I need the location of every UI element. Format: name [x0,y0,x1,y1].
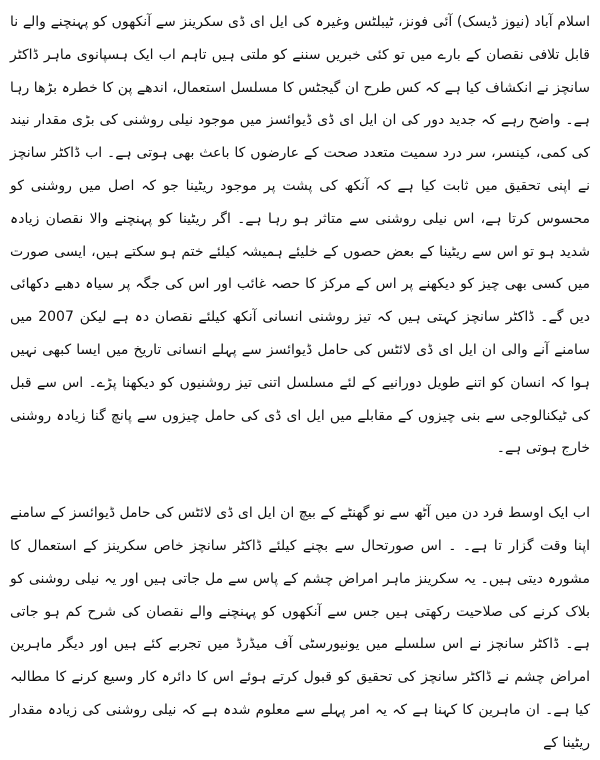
article-paragraph-2: اب ایک اوسط فرد دن میں آٹھ سے نو گھنٹے کے بیچ ان ایل ای ڈی لائٹس کی حامل ڈیوائسز کے سامنے اپنا وقت گزار تا ہے۔ ۔ اس صورتحال سے بچنے کیلئے ڈاکٹر سانچز خاص سکرینز کے استعمال کا مشورہ دیتی ہیں۔ یہ سکرینز ماہر امراض چشم کے پاس سے مل جاتی ہیں اور یہ نیلی روشنی کو بلاک کرنے کی صلاحیت رکھتی ہیں جس سے آنکھوں کو پہنچنے والے نقصان کی شرح کم ہو جاتی ہے۔ ڈاکٹر سانچز نے اس سلسلے میں یونیورسٹی آف میڈرڈ میں تجربے کئے ہیں اور دیگر ماہرین امراض چشم نے ڈاکٹر سانچز کی تحقیق کو قبول کرتے ہوئے اس کا دائرہ کار وسیع کرنے کا مطالبہ کیا ہے۔ ان ماہرین کا کہنا ہے کہ یہ امر پہلے سے معلوم شدہ ہے کہ نیلی روشنی کی زیادہ مقدار ریٹینا کے [10,505,590,751]
article-paragraph-1: اسلام آباد (نیوز ڈیسک) آئی فونز، ٹیبلٹس وغیرہ کی ایل ای ڈی سکرینز سے آنکھوں کو پہنچنے والے نا قابل تلافی نقصان کے بارے میں تو کئی خبریں سننے کو ملتی ہیں تاہم اب ایک ہسپانوی ماہر ڈاکٹر سانچز نے انکشاف کیا ہے کہ کس طرح ان گیجٹس کا مسلسل استعمال، اندھے پن کا خطرہ بڑھا رہا ہے۔ واضح رہے کہ جدید دور کی ان ایل ای ڈی ڈیوائسز میں موجود نیلی روشنی کی بڑی مقدار نیند کی کمی، کینسر، سر درد سمیت متعدد صحت کے عارضوں کا باعث بھی ہوتی ہے۔ اب ڈاکٹر سانچز نے اپنی تحقیق میں ثابت کیا ہے کہ آنکھ کی پشت پر موجود ریٹینا جو کہ اصل میں روشنی کو محسوس کرتا ہے، اس نیلی روشنی سے متاثر ہو رہا ہے۔ اگر ریٹینا کو پہنچنے والا نقصان زیادہ شدید ہو تو اس سے ریٹینا کے بعض حصوں کے خلیئے ہمیشہ کیلئے ختم ہو سکتے ہیں، ایسی صورت میں کسی بھی چیز کو دیکھنے پر اس کے مرکز کا حصہ غائب اور اس کی جگہ پر سیاہ دھبے دکھائی دیں گے۔ ڈاکٹر سانچز کہتی ہیں کہ تیز روشنی انسانی آنکھ کیلئے نقصان دہ ہے لیکن 2007 میں سامنے آنے والی ان ایل ای ڈی لائٹس کی حامل ڈیوائسز سے پہلے انسانی تاریخ میں ایسا کبھی نہیں ہوا کہ انسان کو اتنے طویل دورانیے کے لئے مسلسل اتنی تیز روشنیوں کو دیکھنا پڑے۔ اس سے قبل کی ٹیکنالوجی سے بنی چیزوں کے مقابلے میں ایل ای ڈی کی حامل چیزوں سے پانچ گنا زیادہ روشنی خارج ہوتی ہے۔ [10,14,591,457]
